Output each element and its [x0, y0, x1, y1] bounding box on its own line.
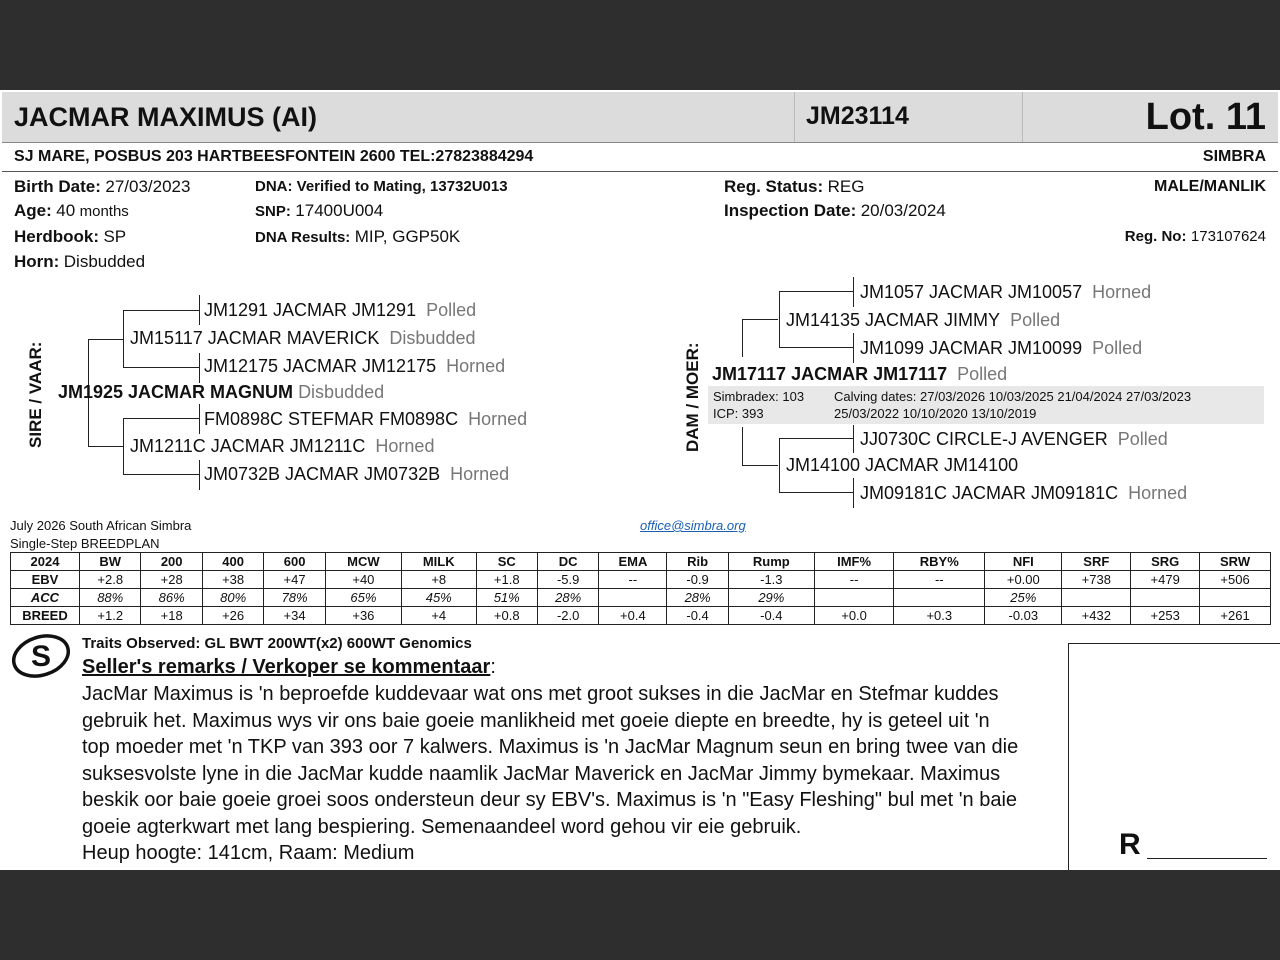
- ebv-cell: SRW: [1200, 553, 1271, 571]
- ebv-cell: -0.9: [667, 571, 728, 589]
- horn-status: Horn: Disbudded: [14, 252, 146, 271]
- ebv-cell: [599, 589, 667, 607]
- calving-dates-1: Calving dates: 27/03/2026 10/03/2025 21/04/2024 27/03/2023: [834, 389, 1192, 404]
- ebv-cell: DC: [537, 553, 598, 571]
- sire-dam-dam: JM0732B JACMAR JM0732B Horned: [204, 464, 510, 484]
- ebv-cell: -0.4: [667, 607, 728, 625]
- ebv-cell: EBV: [11, 571, 80, 589]
- office-email-link[interactable]: office@simbra.org: [640, 518, 746, 533]
- ebv-cell: -1.3: [728, 571, 814, 589]
- ebv-cell: EMA: [599, 553, 667, 571]
- ebv-cell: +36: [325, 607, 401, 625]
- ebv-cell: [1062, 589, 1131, 607]
- ebv-cell: SRF: [1062, 553, 1131, 571]
- ebv-cell: +47: [264, 571, 325, 589]
- ebv-cell: +0.3: [894, 607, 985, 625]
- sire-sire-dam: JM12175 JACMAR JM12175 Horned: [204, 356, 506, 376]
- remarks-line: Heup hoogte: 141cm, Raam: Medium: [82, 842, 415, 864]
- sire-sire-sire: JM1291 JACMAR JM1291 Polled: [204, 300, 477, 320]
- dam-performance-box: [708, 386, 1264, 424]
- traits-observed: Traits Observed: GL BWT 200WT(x2) 600WT Genomics: [82, 635, 472, 652]
- sire-label: SIRE / VAAR:: [26, 341, 45, 448]
- ebv-cell: -0.03: [985, 607, 1062, 625]
- ebv-header-row: [11, 553, 1271, 571]
- ebv-cell: 2024: [11, 553, 80, 571]
- acc-row: [11, 589, 1271, 607]
- ebv-cell: 78%: [264, 589, 325, 607]
- ebv-cell: MCW: [325, 553, 401, 571]
- remarks-text: [82, 681, 1067, 867]
- ebv-cell: +253: [1131, 607, 1200, 625]
- ebv-cell: 80%: [202, 589, 263, 607]
- owner-bar: [2, 143, 1278, 172]
- ebv-cell: +1.2: [80, 607, 141, 625]
- ebv-cell: 200: [141, 553, 202, 571]
- sire-sire: JM15117 JACMAR MAVERICK Disbudded: [130, 328, 476, 348]
- remarks-heading: Seller's remarks / Verkoper se kommentaar:: [82, 656, 496, 678]
- dna-results: DNA Results: MIP, GGP50K: [255, 227, 461, 246]
- ebv-cell: +18: [141, 607, 202, 625]
- ebv-cell: --: [599, 571, 667, 589]
- dam: JM17117 JACMAR JM17117 Polled: [712, 364, 1008, 384]
- breed-row: [11, 607, 1271, 625]
- dna-verification: DNA: Verified to Mating, 13732U013: [255, 178, 508, 195]
- ebv-cell: IMF%: [814, 553, 893, 571]
- dam-dam: JM14100 JACMAR JM14100: [786, 455, 1019, 475]
- snp: SNP: 17400U004: [255, 201, 384, 220]
- remarks-line: gebruik het. Maximus wys vir ons baie goeie manlikheid met goeie diepte en breedte, hy is geteel uit 'n: [82, 709, 990, 732]
- ebv-cell: -2.0: [537, 607, 598, 625]
- ebv-cell: +26: [202, 607, 263, 625]
- ebv-cell: [814, 589, 893, 607]
- ebv-cell: [894, 589, 985, 607]
- ebv-cell: +28: [141, 571, 202, 589]
- ebv-cell: BREED: [11, 607, 80, 625]
- ebv-cell: 86%: [141, 589, 202, 607]
- breed: SIMBRA: [1202, 148, 1266, 165]
- price-box: [1068, 643, 1280, 870]
- age: Age: 40 months: [14, 201, 129, 220]
- ebv-cell: Rib: [667, 553, 728, 571]
- dam-label: DAM / MOER:: [683, 342, 702, 452]
- herdbook: Herdbook: SP: [14, 227, 127, 246]
- ebv-cell: +261: [1200, 607, 1271, 625]
- ebv-cell: +0.0: [814, 607, 893, 625]
- simbradex: Simbradex: 103: [713, 389, 805, 404]
- ebv-cell: 65%: [325, 589, 401, 607]
- dam-dam-sire: JJ0730C CIRCLE-J AVENGER Polled: [860, 429, 1168, 449]
- ebv-cell: +38: [202, 571, 263, 589]
- ebv-cell: +4: [401, 607, 476, 625]
- dam-sire-sire: JM1057 JACMAR JM10057 Horned: [860, 282, 1152, 302]
- ebv-cell: MILK: [401, 553, 476, 571]
- remarks-line: JacMar Maximus is 'n beproefde kuddevaar wat ons met groot sukses in die JacMar en Stefmar kuddes: [82, 683, 999, 705]
- ebv-cell: 29%: [728, 589, 814, 607]
- ebv-cell: 25%: [985, 589, 1062, 607]
- ebv-row: [11, 571, 1271, 589]
- ebv-cell: -0.4: [728, 607, 814, 625]
- sex: MALE/MANLIK: [1154, 178, 1266, 195]
- ebv-cell: +479: [1131, 571, 1200, 589]
- lot-number: Lot. 11: [1145, 96, 1266, 138]
- ebv-cell: +0.00: [985, 571, 1062, 589]
- ebv-cell: -5.9: [537, 571, 598, 589]
- ebv-cell: RBY%: [894, 553, 985, 571]
- ebv-caption-2: Single-Step BREEDPLAN: [10, 536, 160, 551]
- ebv-caption-1: July 2026 South African Simbra: [10, 518, 192, 533]
- dam-sire: JM14135 JACMAR JIMMY Polled: [786, 310, 1061, 330]
- ebv-cell: +2.8: [80, 571, 141, 589]
- ebv-cell: +506: [1200, 571, 1271, 589]
- simbra-logo-icon: [10, 632, 72, 680]
- ebv-cell: +1.8: [476, 571, 537, 589]
- ebv-cell: SRG: [1131, 553, 1200, 571]
- ebv-cell: [1131, 589, 1200, 607]
- dam-sire-dam: JM1099 JACMAR JM10099 Polled: [860, 338, 1143, 358]
- icp: ICP: 393: [713, 406, 764, 421]
- ebv-cell: [1200, 589, 1271, 607]
- ebv-cell: Rump: [728, 553, 814, 571]
- inspection-date: Inspection Date: 20/03/2024: [724, 201, 946, 220]
- lot-card: [0, 90, 1280, 870]
- ebv-cell: +8: [401, 571, 476, 589]
- remarks-line: suksesvolste lyne in die JacMar kudde naamlik JacMar Maverick en JacMar Jimmy bymekaar. Maximus: [82, 762, 1001, 785]
- birth-date: Birth Date: 27/03/2023: [14, 177, 191, 196]
- ebv-cell: SC: [476, 553, 537, 571]
- ebv-cell: ACC: [11, 589, 80, 607]
- animal-name: JACMAR MAXIMUS (AI): [14, 102, 317, 132]
- ebv-cell: +0.8: [476, 607, 537, 625]
- ebv-cell: +34: [264, 607, 325, 625]
- dam-dam-dam: JM09181C JACMAR JM09181C Horned: [860, 483, 1188, 503]
- header-bar: [2, 92, 1278, 143]
- ebv-cell: NFI: [985, 553, 1062, 571]
- reg-status: Reg. Status: REG: [724, 177, 865, 196]
- remarks-line: goeie agterkwart met lang bespiering. Semenaandeel word gehou vir eie gebruik.: [82, 815, 802, 838]
- ebv-cell: +40: [325, 571, 401, 589]
- ebv-cell: 28%: [667, 589, 728, 607]
- ebv-cell: +432: [1062, 607, 1131, 625]
- ebv-cell: +0.4: [599, 607, 667, 625]
- ebv-cell: 51%: [476, 589, 537, 607]
- animal-id: JM23114: [806, 102, 909, 130]
- ebv-cell: 28%: [537, 589, 598, 607]
- calving-dates-2: 25/03/2022 10/10/2020 13/10/2019: [834, 406, 1037, 421]
- ebv-cell: --: [894, 571, 985, 589]
- reg-number: Reg. No: 173107624: [1124, 228, 1266, 245]
- ebv-table: [10, 552, 1271, 625]
- price-line: [1147, 858, 1267, 859]
- ebv-cell: 400: [202, 553, 263, 571]
- owner-address: SJ MARE, POSBUS 203 HARTBEESFONTEIN 2600 TEL:27823884294: [14, 148, 534, 165]
- ebv-cell: 88%: [80, 589, 141, 607]
- ebv-cell: BW: [80, 553, 141, 571]
- sire-dam: JM1211C JACMAR JM1211C Horned: [130, 436, 435, 456]
- sire: JM1925 JACMAR MAGNUM Disbudded: [58, 382, 385, 402]
- ebv-cell: +738: [1062, 571, 1131, 589]
- ebv-cell: 600: [264, 553, 325, 571]
- sire-dam-sire: FM0898C STEFMAR FM0898C Horned: [204, 409, 528, 429]
- ebv-cell: --: [814, 571, 893, 589]
- remarks-line: top moeder met 'n TKP van 393 oor 7 kalwers. Maximus is 'n JacMar Magnum seun en bring twee van die: [82, 736, 1019, 758]
- ebv-cell: 45%: [401, 589, 476, 607]
- price-symbol: R: [1119, 828, 1141, 861]
- svg-text:S: S: [30, 640, 52, 673]
- remarks-line: beskik oor baie goeie groei soos ondersteun deur sy EBV's. Maximus is 'n "Easy Fleshing" bul met 'n baie: [82, 789, 1018, 811]
